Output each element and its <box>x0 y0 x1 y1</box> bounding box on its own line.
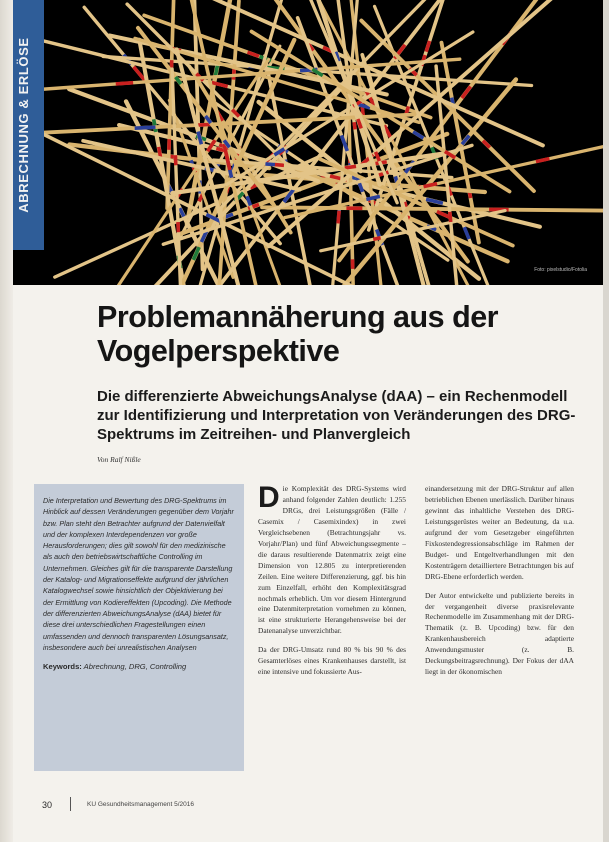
journal-name: KU Gesundheitsmanagement 5/2016 <box>87 801 194 808</box>
article-title: Problemannäherung aus der Vogelperspektive <box>97 300 499 368</box>
body-paragraph <box>258 481 406 637</box>
page-edge <box>603 0 609 842</box>
keywords-list: Abrechnung, DRG, Controlling <box>83 662 187 672</box>
footer-divider <box>70 797 71 811</box>
drop-cap: D <box>258 481 280 514</box>
hero-photo-mikado-sticks <box>13 0 603 285</box>
abstract-text: Die Interpretation und Bewertung des DRG-Spektrums im Hinblick auf dessen Veränderungen gegenüber dem Vorjahr bzw. Plan steht den Betrachter aufgrund der Datenvielfalt und der komplexen Interdependenzen vor große Herausforderungen; dies gilt sowohl für den medizinische als auch den betriebswirtschaftliche Controlling im Unternehmen. Gleiches gilt für die transparente Darstellung der Katalog- und Migrationseffekte aufgrund der jährlichen Katalogwechsel sowie hinsichtlich der Objektivierung bei der Ermittlung von Kodiereffekten (Upcoding). Die Methode der differenzierten AbweichungsAnalyse (dAA) bietet für diese drei unterschiedlichen Fragestellungen einen umfassenden und dennoch transparenten Lösungsansatz, insbesondere auch bei unrealistischen Analysen <box>43 496 234 652</box>
body-column-1 <box>258 481 406 686</box>
binding-gutter <box>0 0 13 842</box>
keywords-label: Keywords: <box>43 662 82 672</box>
body-column-2 <box>425 484 574 686</box>
section-tab-label: ABRECHNUNG & ERLÖSE <box>16 37 31 213</box>
body-paragraph: Da der DRG-Umsatz rund 80 % bis 90 % des Gesamterlöses eines Krankenhauses darstellt, ist eine intensive und fokussierte Aus- <box>258 645 406 677</box>
body-paragraph: Der Autor entwickelte und publizierte bereits in der vergangenheit diverse praxisrelevante Rechenmodelle im Zusammenhang mit der DRG-Thematik (z. B. Upcoding) bzw. für den Krankenhausbereich adaptierte Anwendungsmuster (z. B. Deckungsbeitragsrechnung). Der Fokus der dAA liegt in der ökonomischen <box>425 590 574 677</box>
byline: Von Ralf Nißle <box>97 455 141 464</box>
article-subtitle: Die differenzierte AbweichungsAnalyse (dAA) – ein Rechenmodell zur Identifizierung und Interpretation von Veränderungen des DRG-Spektrums im Zeitreihen- und Planvergleich <box>97 388 576 443</box>
page-number: 30 <box>42 800 53 810</box>
section-tab <box>13 0 44 250</box>
keywords <box>43 662 235 671</box>
paragraph-text: ie Komplexität des DRG-Systems wird anhand folgender Zahlen deutlich: 1.255 DRGs, drei Leistungsgrößen (Fälle / Casemix / Casemixindex) in zwei Vergleichsebenen (Betrachtungsjahr vs. Vorjahr/Plan) und fünf Abweichungssegmente – die daraus resultierende Datenmatrix zeigt eine Dimension von 12.805 zu interpretierenden Zeilen. Eine weitere Differenzierung, ggf. bis hin zum Einzelfall, erhöht den Komplexitätsgrad nochmals erheblich. Um vor diesem Hintergrund eine Datenmiterpretation vornehmen zu können, ist eine strukturierte Herangehensweise bei der Datenanalyse unverzichtbar. <box>258 484 406 636</box>
abstract-box <box>34 484 244 771</box>
body-paragraph: einandersetzung mit der DRG-Struktur auf allen betrieblichen Ebenen unerlässlich. Darüber hinaus gewinnt das inhaltliche Verstehen des DRG-Leistungsgerüstes weiter an Bedeutung, da u.a. aufgrund der vom Gesetzgeber eingeführten Fixkostendegressionsabschläge im Rahmen der Budget- und Entgeltverhandlungen mit den Kostenträgern detailliertere Betrachtungen bis auf DRG-Ebene erforderlich werden. <box>425 484 574 581</box>
photo-credit: Foto: pixelstudio/Fotolia <box>534 267 587 273</box>
